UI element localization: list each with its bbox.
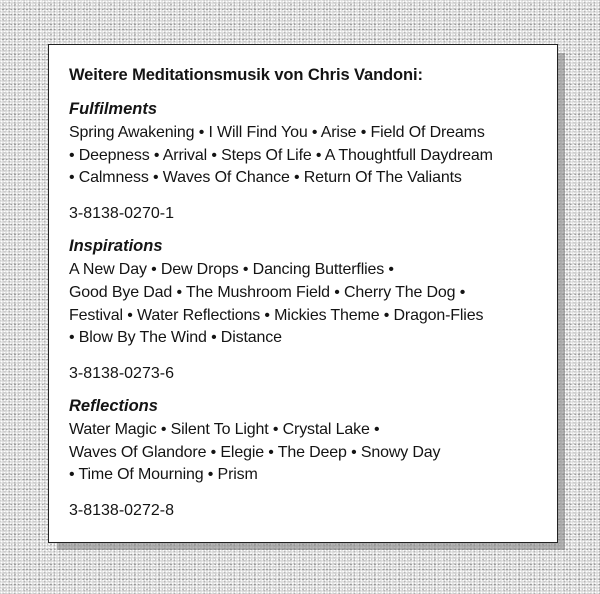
card-heading: Weitere Meditationsmusik von Chris Vandoni: xyxy=(69,66,423,84)
track-line: Festival • Water Reflections • Mickies Theme • Dragon-Flies xyxy=(69,306,484,324)
album-title: Reflections xyxy=(69,396,158,415)
track-line: Good Bye Dad • The Mushroom Field • Cherry The Dog • xyxy=(69,283,466,301)
track-line: A New Day • Dew Drops • Dancing Butterflies • xyxy=(69,261,394,279)
track-line: • Calmness • Waves Of Chance • Return Of The Valiants xyxy=(69,169,462,187)
album-section-fulfilments xyxy=(69,99,539,224)
track-line: • Time Of Mourning • Prism xyxy=(69,466,258,484)
track-line: Waves Of Glandore • Elegie • The Deep • Snowy Day xyxy=(69,443,441,461)
track-line: Water Magic • Silent To Light • Crystal Lake • xyxy=(69,420,380,438)
album-title: Inspirations xyxy=(69,237,163,256)
album-isbn: 3-8138-0270-1 xyxy=(69,205,174,223)
album-isbn: 3-8138-0272-8 xyxy=(69,502,174,520)
info-card xyxy=(48,44,558,543)
track-list xyxy=(69,419,539,487)
track-line: • Blow By The Wind • Distance xyxy=(69,329,282,347)
track-line: • Deepness • Arrival • Steps Of Life • A Thoughtfull Daydream xyxy=(69,146,493,164)
album-title: Fulfilments xyxy=(69,100,158,118)
album-section-inspirations xyxy=(69,236,539,384)
track-list xyxy=(69,122,539,190)
album-section-reflections xyxy=(69,396,539,521)
track-list xyxy=(69,259,539,350)
album-isbn: 3-8138-0273-6 xyxy=(69,364,174,382)
track-line: Spring Awakening • I Will Find You • Arise • Field Of Dreams xyxy=(69,124,485,141)
